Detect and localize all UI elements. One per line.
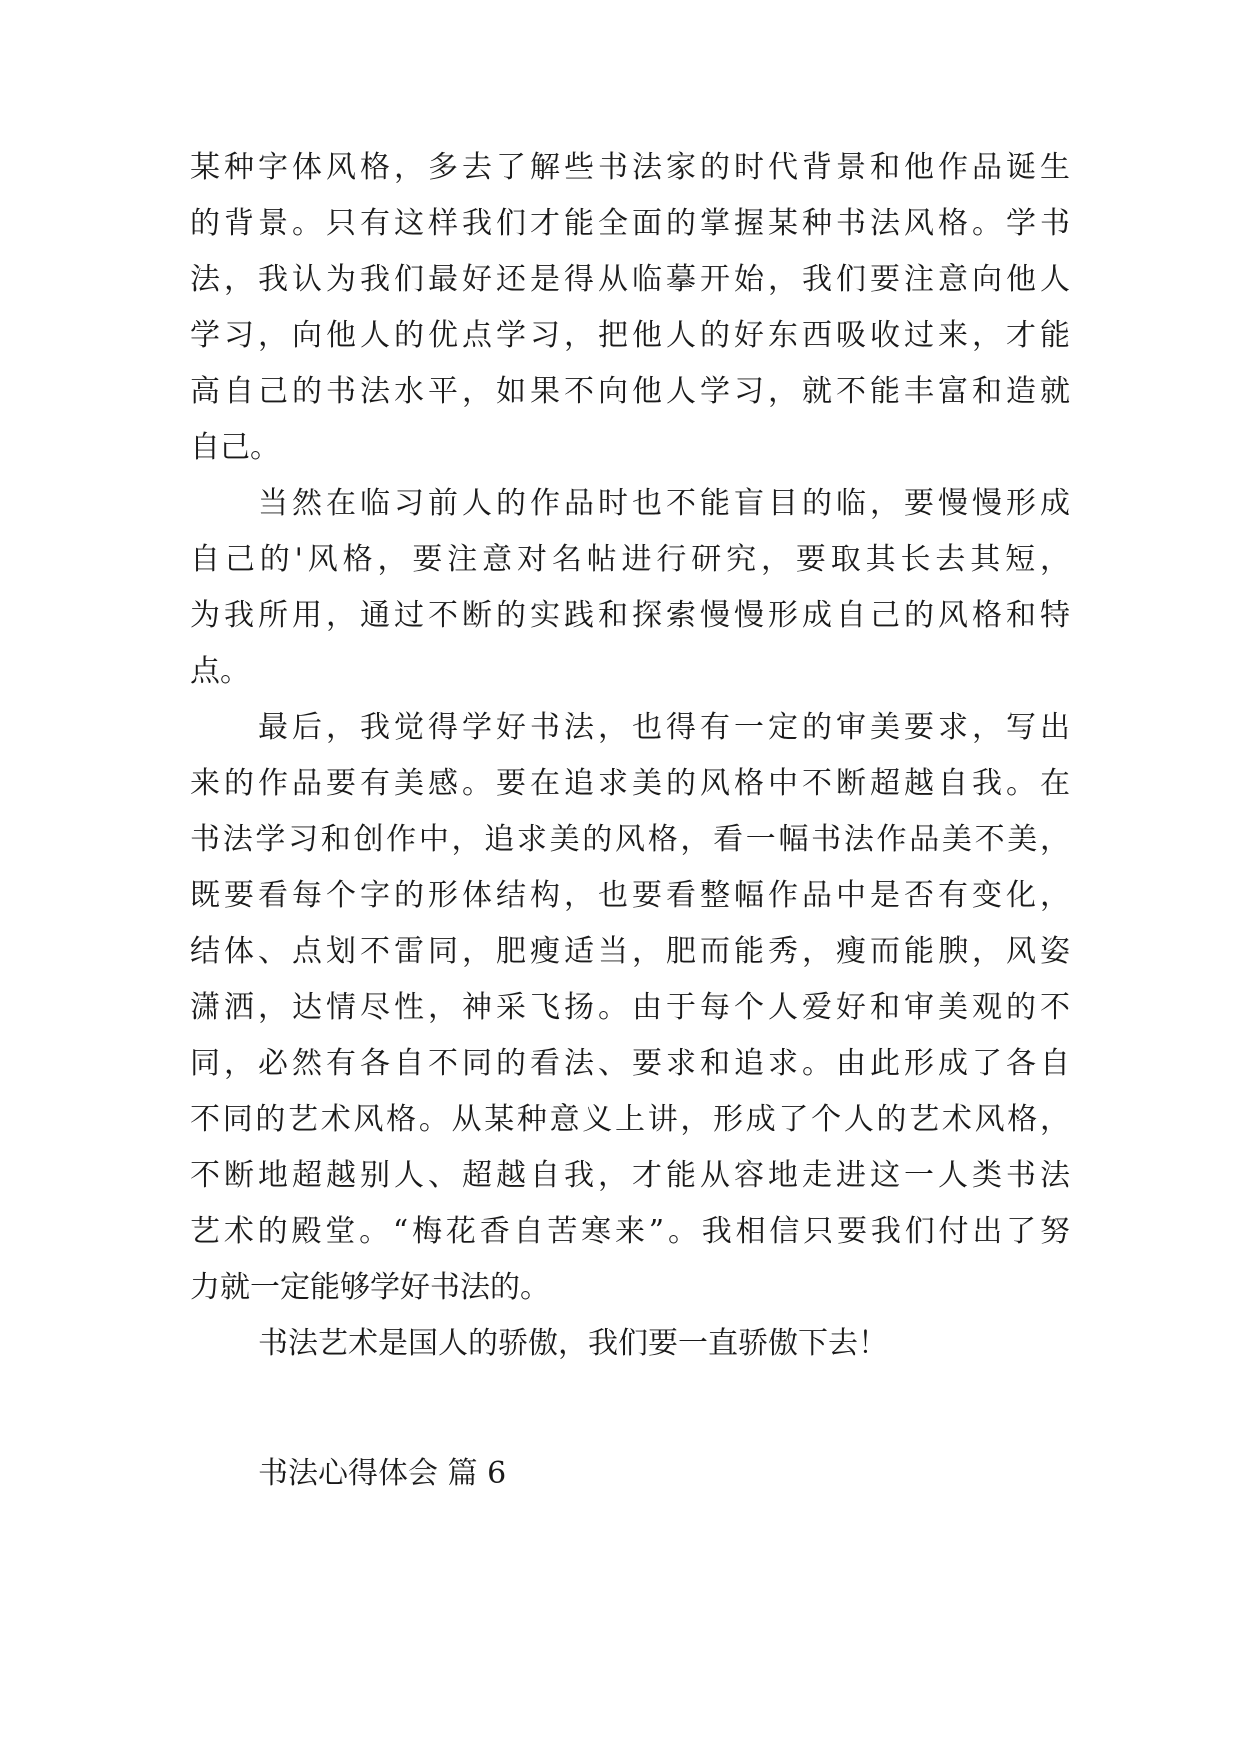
section-heading: 书法心得体会 篇 6 [258,1456,507,1491]
text-line: 点。 [190,654,250,689]
text-line: 自己的'风格，要注意对名帖进行研究，要取其长去其短， [190,542,1070,577]
text-line: 同，必然有各自不同的看法、要求和追求。由此形成了各自 [190,1046,1070,1081]
text-line: 潇洒，达情尽性，神采飞扬。由于每个人爱好和审美观的不 [190,990,1070,1025]
text-line: 书法学习和创作中，追求美的风格，看一幅书法作品美不美， [190,822,1070,857]
text-line: 书法艺术是国人的骄傲，我们要一直骄傲下去！ [258,1326,888,1361]
text-line: 最后，我觉得学好书法，也得有一定的审美要求，写出 [258,710,1070,745]
text-line: 学习，向他人的优点学习，把他人的好东西吸收过来，才能 [190,318,1070,353]
text-line: 当然在临习前人的作品时也不能盲目的临，要慢慢形成 [258,486,1070,521]
text-line: 结体、点划不雷同，肥瘦适当，肥而能秀，瘦而能腴，风姿 [190,934,1070,969]
text-line: 为我所用，通过不断的实践和探索慢慢形成自己的风格和特 [190,598,1070,633]
text-line: 不断地超越别人、超越自我，才能从容地走进这一人类书法 [190,1158,1070,1193]
text-line: 力就一定能够学好书法的。 [190,1270,550,1305]
text-line: 来的作品要有美感。要在追求美的风格中不断超越自我。在 [190,766,1070,801]
text-line: 不同的艺术风格。从某种意义上讲，形成了个人的艺术风格， [190,1102,1070,1137]
text-line: 的背景。只有这样我们才能全面的掌握某种书法风格。学书 [190,206,1070,241]
text-line: 自己。 [190,430,280,465]
text-line: 法，我认为我们最好还是得从临摹开始，我们要注意向他人 [190,262,1070,297]
text-line: 艺术的殿堂。“梅花香自苦寒来”。我相信只要我们付出了努 [190,1214,1070,1249]
text-line: 高自己的书法水平，如果不向他人学习，就不能丰富和造就 [190,374,1070,409]
text-line: 某种字体风格，多去了解些书法家的时代背景和他作品诞生 [190,150,1070,185]
text-line: 既要看每个字的形体结构，也要看整幅作品中是否有变化， [190,878,1070,913]
